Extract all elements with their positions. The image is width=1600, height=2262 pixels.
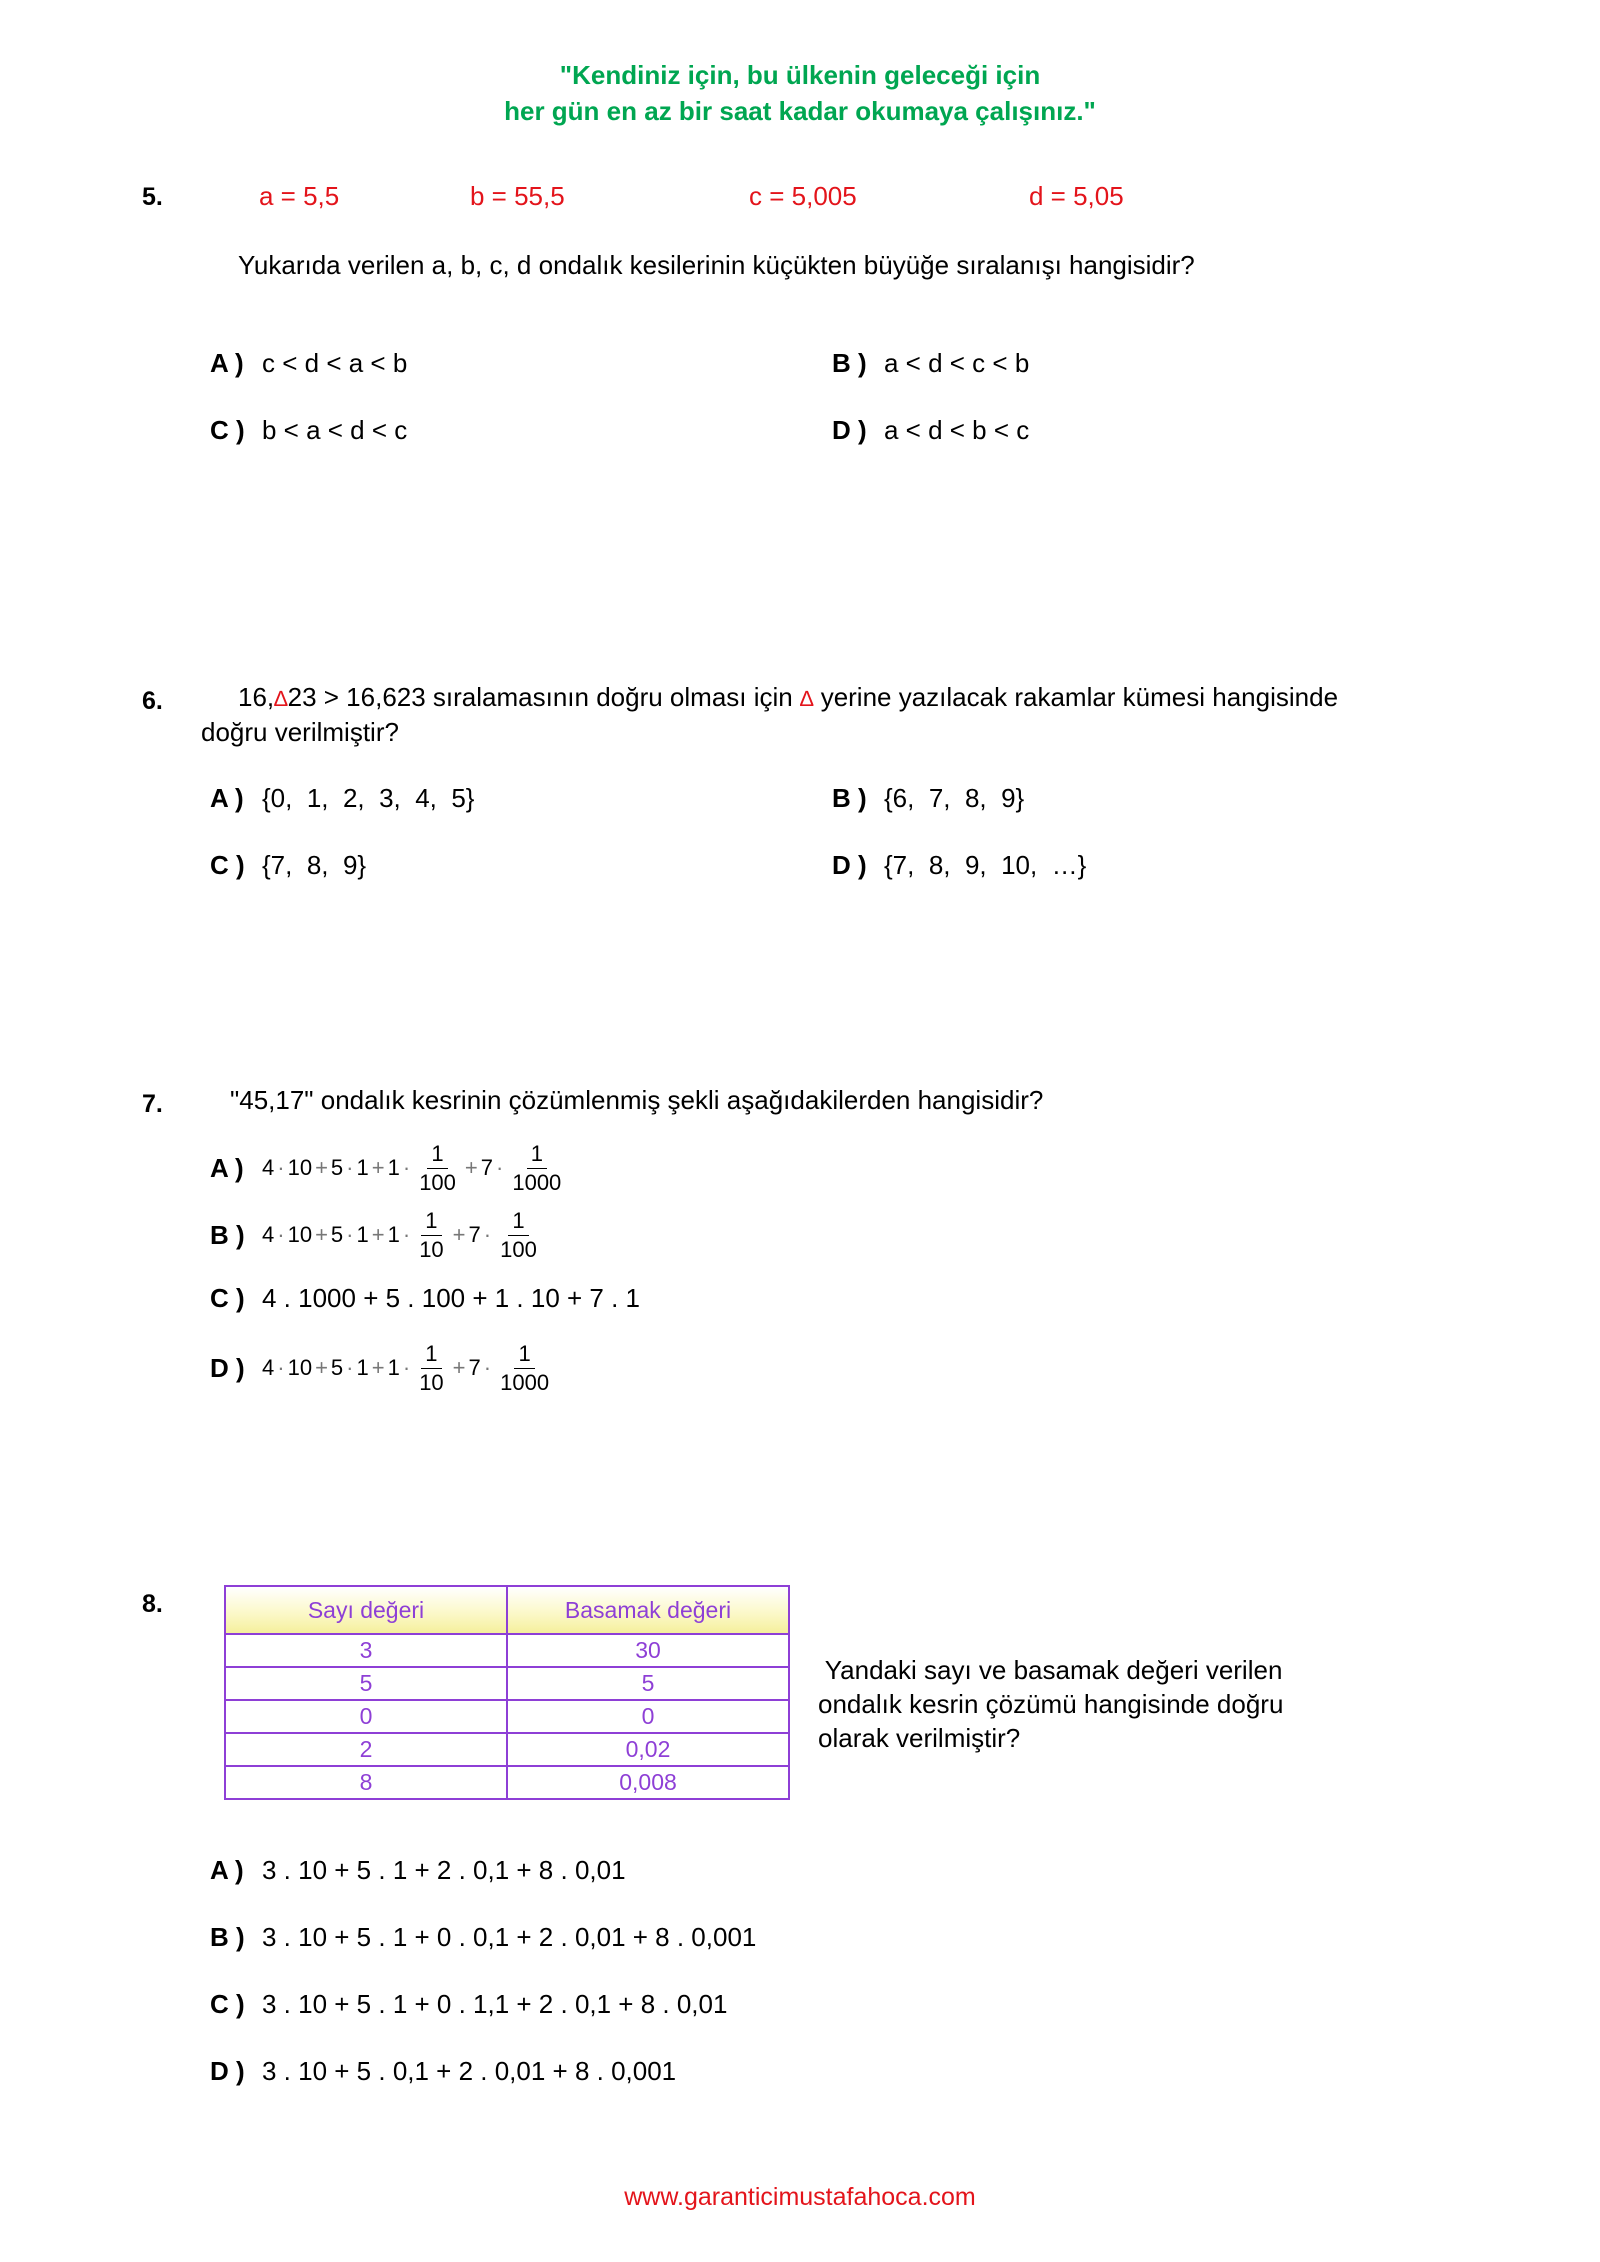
denominator: 100 — [419, 1169, 456, 1195]
q6-option-b[interactable] — [832, 783, 1024, 814]
dot-symbol: · — [277, 1355, 285, 1380]
option-text: b < a < d < c — [262, 415, 408, 445]
option-letter: B ) — [210, 1219, 245, 1250]
term: 1 — [387, 1222, 400, 1247]
table-cell: 8 — [225, 1766, 507, 1799]
option-letter: B ) — [832, 783, 867, 813]
q5-value-a: a = 5,5 — [259, 181, 340, 211]
q6-question-line-2: doğru verilmiştir? — [201, 717, 399, 747]
plus-symbol: + — [315, 1155, 328, 1180]
term: 1 — [356, 1155, 369, 1180]
term: 4 — [262, 1155, 275, 1180]
q7-option-b[interactable] — [210, 1200, 543, 1270]
q5-value-b: b = 55,5 — [470, 181, 565, 211]
option-text: 3 . 10 + 5 . 1 + 0 . 1,1 + 2 . 0,1 + 8 . 0,01 — [262, 1989, 728, 2019]
fraction — [496, 1207, 541, 1264]
option-letter: A ) — [210, 348, 244, 378]
dot-symbol: · — [483, 1222, 492, 1247]
dot-symbol: · — [483, 1355, 492, 1380]
q7-option-a[interactable] — [210, 1133, 567, 1203]
q8-option-d[interactable] — [210, 2056, 676, 2087]
table-header-row — [225, 1586, 789, 1634]
option-letter: C ) — [210, 850, 245, 880]
triangle-symbol: ∆ — [799, 686, 814, 711]
term: 10 — [287, 1155, 313, 1180]
table-cell: 5 — [507, 1667, 789, 1700]
fraction — [415, 1340, 447, 1397]
term: 1 — [387, 1355, 400, 1380]
column-header: Sayı değeri — [225, 1586, 507, 1634]
option-letter: A ) — [210, 783, 244, 813]
question-6-number: 6. — [142, 687, 163, 715]
denominator: 100 — [500, 1236, 537, 1262]
option-text: 3 . 10 + 5 . 0,1 + 2 . 0,01 + 8 . 0,001 — [262, 2056, 677, 2086]
q8-option-b[interactable] — [210, 1922, 756, 1953]
plus-symbol: + — [371, 1222, 385, 1247]
fraction — [415, 1207, 447, 1264]
q5-option-d[interactable] — [832, 415, 1029, 446]
q5-value-d: d = 5,05 — [1029, 181, 1124, 211]
option-letter: A ) — [210, 1855, 244, 1885]
table-row — [225, 1634, 789, 1667]
table-cell: 0 — [225, 1700, 507, 1733]
option-text: {7, 8, 9, 10, …} — [884, 850, 1087, 880]
option-letter: C ) — [210, 1283, 245, 1313]
dot-symbol: · — [402, 1222, 411, 1247]
table-cell: 0,008 — [507, 1766, 789, 1799]
numerator: 1 — [514, 1340, 534, 1369]
q6-option-c[interactable] — [210, 850, 366, 881]
q5-question-text: Yukarıda verilen a, b, c, d ondalık kesilerinin küçükten büyüğe sıralanışı hangisidir? — [238, 250, 1195, 280]
term: 10 — [287, 1355, 313, 1380]
q6-text-part-1: 16, — [238, 682, 275, 712]
option-letter: C ) — [210, 1989, 245, 2019]
option-text: 3 . 10 + 5 . 1 + 2 . 0,1 + 8 . 0,01 — [262, 1855, 626, 1885]
term: 5 — [330, 1155, 344, 1180]
motto-line-1: "Kendiniz için, bu ülkenin geleceği için — [559, 60, 1041, 90]
numerator: 1 — [427, 1140, 447, 1169]
column-header: Basamak değeri — [507, 1586, 789, 1634]
q6-question-line-1 — [238, 680, 1338, 716]
dot-symbol: · — [402, 1355, 411, 1380]
denominator: 10 — [419, 1369, 444, 1395]
q6-option-a[interactable] — [210, 783, 474, 814]
table-cell: 0 — [507, 1700, 789, 1733]
table-cell: 2 — [225, 1733, 507, 1766]
term: 7 — [468, 1355, 481, 1380]
option-letter: A ) — [210, 1152, 244, 1183]
dot-symbol: · — [496, 1155, 504, 1180]
option-text: a < d < c < b — [884, 348, 1030, 378]
dot-symbol: · — [346, 1222, 354, 1247]
q5-option-a[interactable] — [210, 348, 407, 379]
denominator: 10 — [419, 1236, 444, 1262]
plus-symbol: + — [315, 1222, 328, 1247]
q8-side-text-line-3: olarak verilmiştir? — [818, 1723, 1021, 1753]
table-cell: 0,02 — [507, 1733, 789, 1766]
term: 10 — [287, 1222, 313, 1247]
option-text: {0, 1, 2, 3, 4, 5} — [262, 783, 475, 813]
table-cell: 5 — [225, 1667, 507, 1700]
option-text: a < d < b < c — [884, 415, 1030, 445]
numerator: 1 — [508, 1207, 528, 1236]
option-letter: B ) — [210, 1922, 245, 1952]
q7-option-d[interactable] — [210, 1333, 555, 1403]
q5-option-c[interactable] — [210, 415, 407, 446]
plus-symbol: + — [464, 1155, 478, 1180]
question-5-number: 5. — [142, 183, 163, 211]
q6-text-part-2: 23 > 16,623 sıralamasının doğru olması için — [287, 682, 793, 712]
q7-option-c[interactable] — [210, 1283, 640, 1314]
term: 1 — [387, 1155, 400, 1180]
dot-symbol: · — [402, 1155, 411, 1180]
footer-website-link[interactable]: www.garanticimustafahoca.com — [624, 2183, 976, 2211]
table-cell: 3 — [225, 1634, 507, 1667]
option-text: 3 . 10 + 5 . 1 + 0 . 0,1 + 2 . 0,01 + 8 . 0,001 — [262, 1922, 757, 1952]
table-row — [225, 1667, 789, 1700]
table-row — [225, 1733, 789, 1766]
q6-text-part-3: yerine yazılacak rakamlar kümesi hangisinde — [820, 682, 1339, 712]
plus-symbol: + — [371, 1355, 385, 1380]
option-letter: D ) — [210, 1352, 245, 1383]
table-row — [225, 1766, 789, 1799]
numerator: 1 — [421, 1207, 441, 1236]
term: 1 — [356, 1222, 369, 1247]
term: 5 — [330, 1222, 344, 1247]
q8-side-text-line-2: ondalık kesrin çözümü hangisinde doğru — [818, 1689, 1284, 1719]
fraction — [415, 1140, 460, 1197]
option-text: 4 . 1000 + 5 . 100 + 1 . 10 + 7 . 1 — [262, 1283, 641, 1313]
q6-option-d[interactable] — [832, 850, 1086, 881]
term: 7 — [480, 1155, 494, 1180]
option-letter: B ) — [832, 348, 867, 378]
q5-option-b[interactable] — [832, 348, 1029, 379]
option-text: {6, 7, 8, 9} — [884, 783, 1025, 813]
q5-value-c: c = 5,005 — [749, 181, 857, 211]
option-text: {7, 8, 9} — [262, 850, 367, 880]
option-letter: D ) — [832, 415, 867, 445]
option-text: c < d < a < b — [262, 348, 408, 378]
plus-symbol: + — [452, 1355, 466, 1380]
term: 5 — [330, 1355, 344, 1380]
dot-symbol: · — [346, 1155, 354, 1180]
term: 1 — [356, 1355, 369, 1380]
table-row — [225, 1700, 789, 1733]
triangle-symbol: ∆ — [274, 686, 288, 711]
question-8-number: 8. — [142, 1590, 163, 1618]
plus-symbol: + — [371, 1155, 385, 1180]
q8-option-c[interactable] — [210, 1989, 727, 2020]
numerator: 1 — [527, 1140, 547, 1169]
term: 4 — [262, 1222, 275, 1247]
place-value-table — [224, 1585, 790, 1800]
denominator: 1000 — [500, 1369, 550, 1395]
option-letter: D ) — [832, 850, 867, 880]
q7-question-text: "45,17" ondalık kesrinin çözümlenmiş şekli aşağıdakilerden hangisidir? — [230, 1085, 1044, 1115]
term: 4 — [262, 1355, 275, 1380]
term: 7 — [468, 1222, 481, 1247]
plus-symbol: + — [315, 1355, 328, 1380]
fraction — [496, 1340, 553, 1397]
q8-option-a[interactable] — [210, 1855, 626, 1886]
motto-line-2: her gün en az bir saat kadar okumaya çalışınız." — [504, 96, 1096, 126]
numerator: 1 — [421, 1340, 441, 1369]
option-letter: D ) — [210, 2056, 245, 2086]
option-letter: C ) — [210, 415, 245, 445]
fraction — [508, 1140, 565, 1197]
dot-symbol: · — [277, 1155, 285, 1180]
denominator: 1000 — [512, 1169, 562, 1195]
plus-symbol: + — [452, 1222, 466, 1247]
q8-side-text-line-1: Yandaki sayı ve basamak değeri verilen — [818, 1655, 1283, 1685]
dot-symbol: · — [346, 1355, 354, 1380]
dot-symbol: · — [277, 1222, 285, 1247]
table-cell: 30 — [507, 1634, 789, 1667]
question-7-number: 7. — [142, 1090, 163, 1118]
